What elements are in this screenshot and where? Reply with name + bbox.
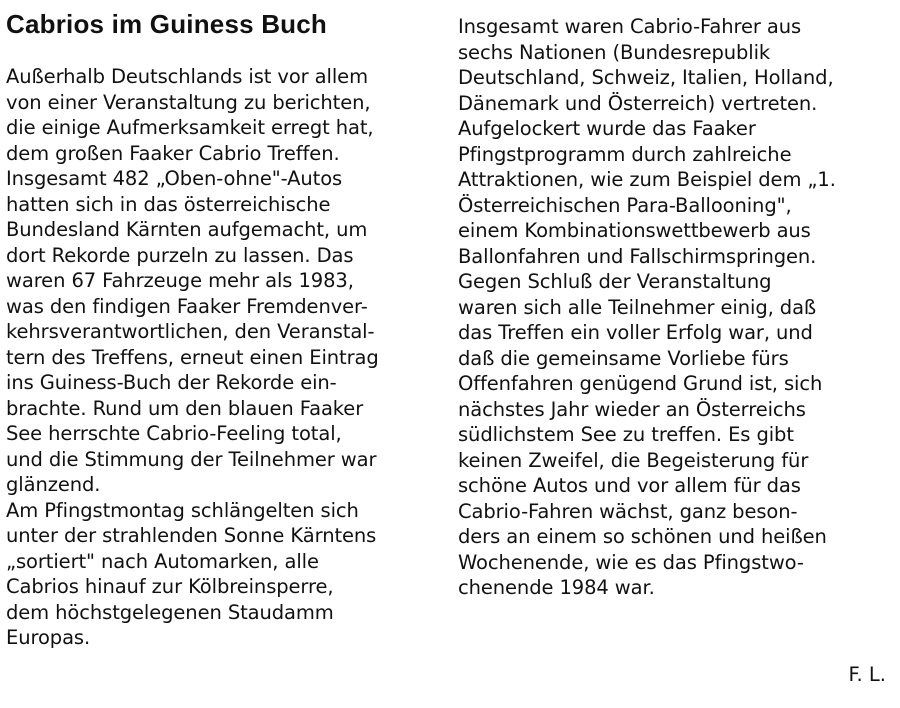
text-line: und die Stimmung der Teilnehmer war: [6, 447, 377, 471]
right-column: [458, 14, 898, 601]
text-line: Insgesamt waren Cabrio-Fahrer aus: [458, 15, 802, 38]
author-signature: F. L.: [848, 663, 886, 686]
text-line: tern des Treffens, erneut einen Eintrag: [6, 345, 379, 369]
text-line: südlichstem See zu treffen. Es gibt: [458, 423, 794, 446]
text-line: Cabrio-Fahren wächst, ganz beson-: [458, 499, 798, 523]
text-line: Am Pfingstmontag schlängelten sich: [6, 498, 359, 522]
left-column: [6, 64, 446, 651]
text-line: daß die gemeinsame Vorliebe fürs: [458, 346, 789, 370]
text-line: dem höchstgelegenen Staudamm: [6, 600, 334, 624]
text-line: Bundesland Kärnten aufgemacht, um: [6, 218, 368, 241]
text-line: waren 67 Fahrzeuge mehr als 1983,: [6, 269, 354, 292]
text-line: keinen Zweifel, die Begeisterung für: [458, 448, 809, 472]
text-line: kehrsverantwortlichen, den Veranstal-: [6, 320, 375, 343]
text-line: ins Guiness-Buch der Rekorde ein-: [6, 371, 337, 394]
text-line: von einer Veranstaltung zu berichten,: [6, 90, 371, 114]
text-line: brachte. Rund um den blauen Faaker: [6, 396, 364, 420]
text-line: die einige Aufmerksamkeit erregt hat,: [6, 116, 374, 139]
text-line: einem Kombinationswettbewerb aus: [458, 219, 811, 242]
text-line: nächstes Jahr wieder an Österreichs: [458, 397, 806, 421]
text-line: Dänemark und Österreich) vertreten.: [458, 91, 818, 115]
text-line: glänzend.: [6, 473, 101, 496]
text-line: „sortiert" nach Automarken, alle: [6, 549, 319, 573]
text-line: Österreichischen Para-Ballooning",: [458, 193, 792, 217]
text-line: hatten sich in das österreichische: [6, 192, 331, 216]
text-line: dem großen Faaker Cabrio Treffen.: [6, 141, 340, 165]
text-line: See herrschte Cabrio-Feeling total,: [6, 422, 342, 445]
text-line: dort Rekorde purzeln zu lassen. Das: [6, 243, 354, 267]
text-line: was den findigen Faaker Fremdenver-: [6, 294, 368, 318]
text-line: Ballonfahren und Fallschirmspringen.: [458, 244, 817, 268]
text-line: Pfingstprogramm durch zahlreiche: [458, 142, 792, 166]
text-line: waren sich alle Teilnehmer einig, daß: [458, 295, 817, 319]
text-line: Deutschland, Schweiz, Italien, Holland,: [458, 66, 834, 89]
text-line: Attraktionen, wie zum Beispiel dem „1.: [458, 168, 836, 191]
text-line: Aufgelockert wurde das Faaker: [458, 117, 756, 140]
text-line: ders an einem so schönen und heißen: [458, 525, 827, 548]
text-line: Cabrios hinauf zur Kölbreinsperre,: [6, 575, 334, 598]
text-line: schöne Autos und vor allem für das: [458, 474, 801, 497]
text-line: sechs Nationen (Bundesrepublik: [458, 40, 771, 64]
text-line: Europas.: [6, 626, 91, 649]
article-headline: Cabrios im Guiness Buch: [6, 9, 328, 39]
text-line: Insgesamt 482 „Oben-ohne"-Autos: [6, 167, 343, 190]
text-line: Gegen Schluß der Veranstaltung: [458, 270, 772, 293]
text-line: unter der strahlenden Sonne Kärntens: [6, 524, 377, 547]
text-line: Wochenende, wie es das Pfingstwo-: [458, 550, 804, 574]
text-line: chenende 1984 war.: [458, 576, 655, 599]
text-line: Außerhalb Deutschlands ist vor allem: [6, 65, 368, 88]
text-line: das Treffen ein voller Erfolg war, und: [458, 321, 813, 344]
text-line: Offenfahren genügend Grund ist, sich: [458, 372, 823, 395]
